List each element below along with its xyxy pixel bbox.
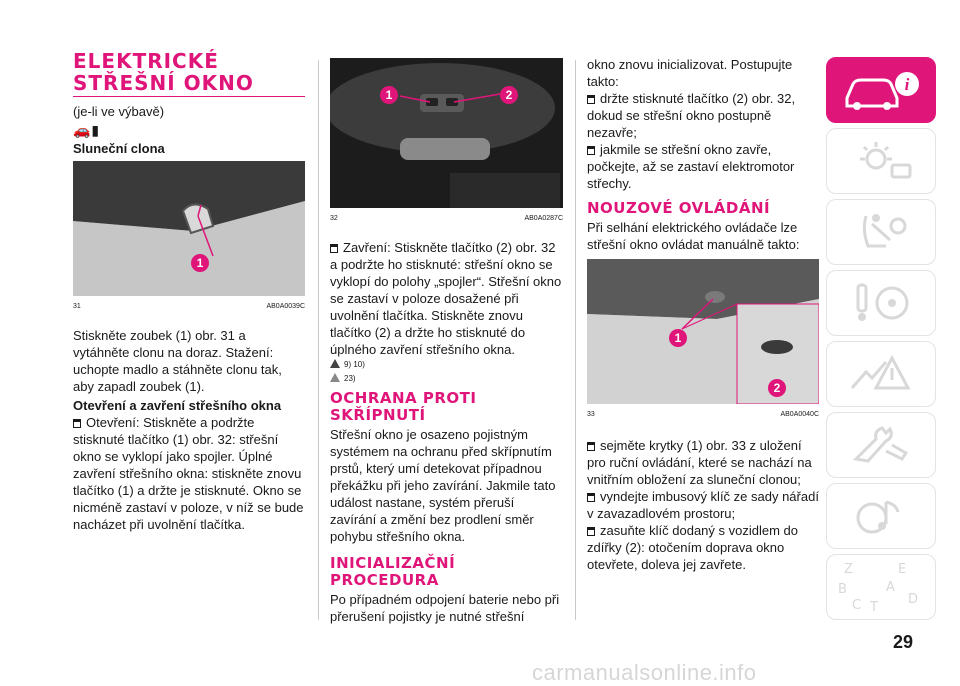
para-open-close: Otevření: Stiskněte a podržte stisknuté tlačítko (1) obr. 32: střešní okno se vyklopí jako spojler. Úplné zavření střešního okna: stiskněte znovu tlačítko (1) a držte je stisknuté. Okno se nicméně zastaví v poloze, v níž se bude nacházet při uvolnění tlačítka. [73,415,304,532]
variant-note: (je-li ve výbavě) [73,104,165,119]
figure-32 [330,58,563,208]
svg-text:i: i [904,75,910,94]
fig33-code: AB0A0040C [780,411,819,418]
roof-buttons-photo [330,58,563,208]
fig33-number: 33 [587,411,595,418]
para-antipinch: Střešní okno je osazeno pojistným systémem na ochranu před skřípnutím prstů, který umí detekovat případnou překážku při jeho zavírání. Jakmile tato událost nastane, systém přeruší zavírání a změní bez prodlení směr pohybu střešního okna. [330,427,556,544]
para-emergency: Při selhání elektrického ovládače lze střešní okno ovládat manuálně takto: [587,220,800,252]
tab-service[interactable] [826,412,936,478]
para-init-cont: okno znovu inicializovat. Postupujte takto: [587,57,793,89]
column-middle [330,58,563,625]
warning-triangle-icon [846,352,916,396]
key-steering-icon [846,281,916,325]
subhead-sunblind: Sluneční clona [73,141,165,156]
index-letter: D [908,592,919,607]
tab-warning[interactable] [826,341,936,407]
para-closing: Zavření: Stiskněte tlačítko (2) obr. 32 a podržte ho stisknuté: střešní okno se vyklopí do polohy „spojler“. Střešní okno se zastaví v poloze dosažené při uvolnění tlačítka. Stiskněte znovu tlačítko (2) a držte ho stisknuté do úplného zavření střešního okna. [330,240,562,357]
para-sunblind: Stiskněte zoubek (1) obr. 31 a vytáhněte clonu na doraz. Stažení: uchopte madlo a stáhněte clonu tak, aby zapadl zoubek (1). [73,328,282,394]
multimedia-icon [846,494,916,538]
fig32-callout-2: 2 [500,86,518,104]
fig32-callout-1: 1 [380,86,398,104]
section-title-antipinch: OCHRANA PROTI SKŘÍPNUTÍ [330,389,477,424]
tab-airbag-seat[interactable] [826,199,936,265]
bullet-emergency-3: zasuňte klíč dodaný s vozidlem do zdířky (2): otočením doprava okno otevřete, doleva jej zavřete. [587,522,819,573]
fig33-caption [587,406,819,423]
column-divider [318,60,319,620]
airbag-seat-icon [846,210,916,254]
page-number: 29 [893,632,914,652]
figure-31 [73,161,305,296]
title-underline [73,96,305,97]
index-letter: B [838,582,847,597]
subhead-open-close: Otevření a zavření střešního okna [73,398,282,413]
fig33-callout-2: 2 [768,379,786,397]
index-letters-icon [836,559,926,615]
warning-refs-1 [330,358,563,372]
fig32-caption [330,210,563,227]
warning-refs-2 [330,372,563,386]
index-letter: C [852,598,862,613]
column-right [587,56,819,573]
index-letter: T [870,600,878,615]
warning-ref-text-1: 9) 10) [344,360,365,369]
section-title-emergency: NOUZOVÉ OVLÁDÁNÍ [587,199,771,217]
index-letter: Z [844,562,853,577]
section-title [73,50,305,94]
bullet-init-1: držte stisknuté tlačítko (2) obr. 32, dokud se střešní okno postupně nezavře; [587,90,819,141]
fig32-code: AB0A0287C [524,215,563,222]
watermark: carmanualsonline.info [532,660,757,685]
bullet-init-2: jakmile se střešní okno zavře, počkejte, až se zastaví elektromotor střechy. [587,141,819,192]
fig33-callout-1: 1 [669,329,687,347]
column-divider [575,60,576,620]
figure-33 [587,259,819,404]
sunblind-photo [73,161,305,296]
tab-index[interactable] [826,554,936,620]
chapter-tabs [826,57,936,625]
bullet-emergency-2: vyndejte imbusový klíč ze sady nářadí v zavazadlovém prostoru; [587,489,819,521]
column-left [73,50,305,533]
fig32-number: 32 [330,215,338,222]
bullet-emergency-1: sejměte krytky (1) obr. 33 z uložení pro ruční ovládání, které se nachází na vnitřním obložení za sluneční clonou; [587,437,819,488]
tab-car-info[interactable] [826,57,936,123]
fig31-callout-1: 1 [191,254,209,272]
dashboard-lights-icon [846,139,916,183]
caution-triangle-icon [330,373,340,382]
service-wrench-icon [846,423,916,467]
title-line-2: STŘEŠNÍ OKNO [73,71,254,95]
warning-triangle-icon [330,359,340,368]
section-title-init: INICIALIZAČNÍ PROCEDURA [330,554,456,589]
tab-key-steering[interactable] [826,270,936,336]
model-variant-icon: 🚗▮ [73,122,101,138]
fig31-number: 31 [73,303,81,310]
warning-ref-text-2: 23) [344,374,356,383]
para-init: Po případném odpojení baterie nebo při přerušení pojistky je nutné střešní [330,592,560,624]
tab-multimedia[interactable] [826,483,936,549]
index-letter: E [898,562,907,577]
fig31-caption [73,298,305,315]
car-info-icon [841,68,921,112]
fig31-code: AB0A0039C [266,303,305,310]
title-line-1: ELEKTRICKÉ [73,49,219,73]
index-letter: A [886,580,895,595]
tab-dashboard-lights[interactable] [826,128,936,194]
